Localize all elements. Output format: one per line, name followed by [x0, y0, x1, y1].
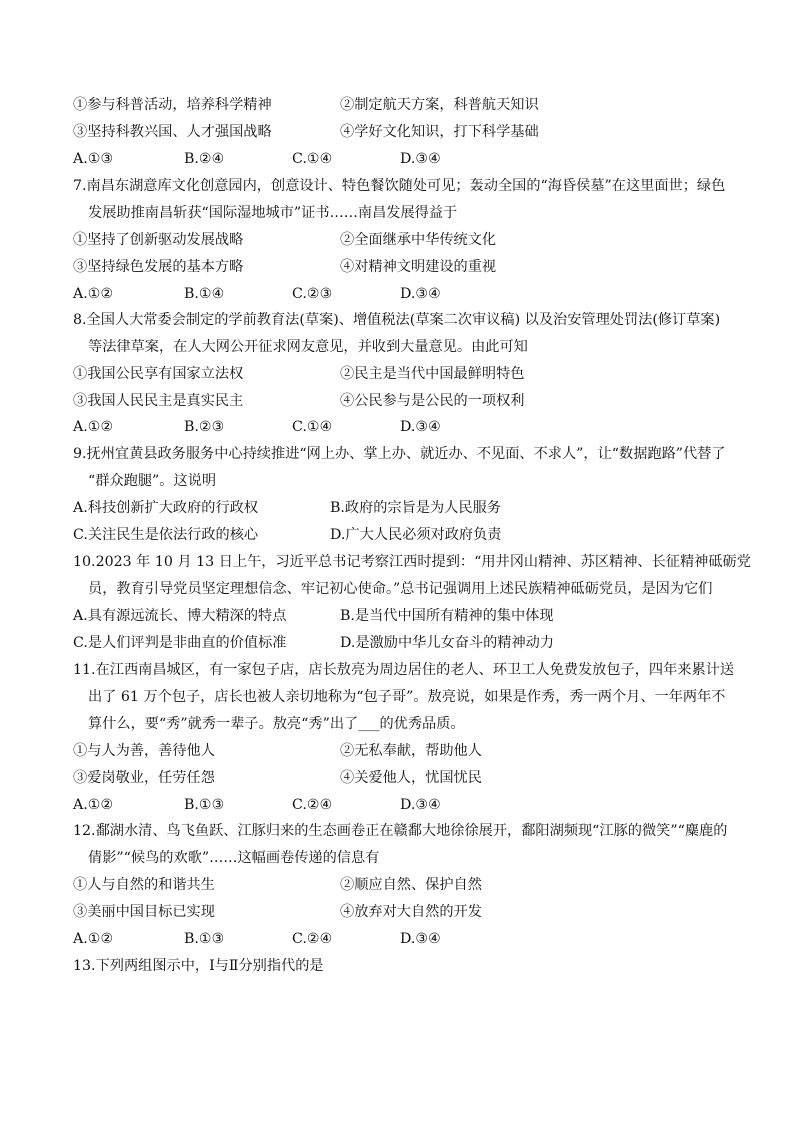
q6-option-3: ③坚持科教兴国、人才强国战略: [73, 124, 272, 140]
q12-answer-c: C.②④: [292, 931, 333, 947]
q11-option-1: ①与人为善，善待他人: [73, 743, 215, 759]
q7-answer-b: B.①④: [184, 286, 225, 302]
q11-stem-line2: 出了 61 万个包子，店长也被人亲切地称为“包子哥”。敖亮说，如果是作秀，秀一两个月、一年两年不: [88, 689, 726, 705]
q10-stem-line1: 10.2023 年 10 月 13 日上午，习近平总书记考察江西时提到：“用井冈山精神、苏区精神、长征精神砥砺党: [73, 554, 751, 570]
q8-answer-c: C.①④: [292, 419, 333, 435]
q8-answer-a: A.①②: [73, 419, 114, 435]
q10-stem-line2: 员，教育引导党员坚定理想信念、牢记初心使命。”总书记强调用上述民族精神砥砺党员，是因为它们: [88, 581, 713, 597]
q12-option-3: ③美丽中国目标已实现: [73, 904, 215, 920]
q6-answer-c: C.①④: [292, 151, 333, 167]
q10-answer-a: A.具有源远流长、博大精深的特点: [73, 608, 287, 624]
q11-option-2: ②无私奉献，帮助他人: [340, 743, 482, 759]
q7-answer-c: C.②③: [292, 286, 333, 302]
q11-option-4: ④关爱他人，忧国忧民: [340, 770, 482, 786]
q11-stem-line1: 11.在江西南昌城区，有一家包子店，店长敖亮为周边居住的老人、环卫工人免费发放包子，四年来累计送: [73, 662, 735, 678]
q9-answer-d: D.广大人民必须对政府负责: [330, 527, 502, 543]
q6-answer-d: D.③④: [400, 151, 441, 167]
q8-option-1: ①我国公民享有国家立法权: [73, 366, 244, 382]
q7-option-4: ④对精神文明建设的重视: [340, 259, 497, 275]
q10-answer-d: D.是激励中华儿女奋斗的精神动力: [340, 635, 555, 651]
q7-stem-line1: 7.南昌东湖意库文化创意园内，创意设计、特色餐饮随处可见；轰动全国的“海昏侯墓”在这里面世；绿色: [73, 178, 726, 194]
q11-answer-a: A.①②: [73, 797, 114, 813]
q7-option-2: ②全面继承中华传统文化: [340, 232, 497, 248]
q8-stem-line2: 等法律草案，在人大网公开征求网友意见，并收到大量意见。由此可知: [88, 339, 528, 355]
q9-answer-c: C.关注民生是依法行政的核心: [73, 527, 259, 543]
q6-answer-b: B.②④: [184, 151, 225, 167]
q8-option-4: ④公民参与是公民的一项权利: [340, 393, 525, 409]
q7-answer-d: D.③④: [400, 286, 441, 302]
q11-answer-c: C.②④: [292, 797, 333, 813]
q6-option-4: ④学好文化知识，打下科学基础: [340, 124, 539, 140]
q8-answer-d: D.③④: [400, 419, 441, 435]
q8-answer-b: B.②③: [184, 419, 225, 435]
q11-stem-line3: 算什么，要“秀”就秀一辈子。敖亮“秀”出了___的优秀品质。: [88, 716, 465, 732]
q11-answer-b: B.①③: [184, 797, 225, 813]
q9-stem-line1: 9.抚州宜黄县政务服务中心持续推进“网上办、掌上办、就近办、不见面、不求人”，让“数据跑路”代替了: [73, 446, 726, 462]
q9-answer-b: B.政府的宗旨是为人民服务: [330, 500, 501, 516]
q10-answer-b: B.是当代中国所有精神的集中体现: [340, 608, 554, 624]
q12-option-4: ④放弃对大自然的开发: [340, 904, 482, 920]
q12-answer-d: D.③④: [400, 931, 441, 947]
q12-option-2: ②顺应自然、保护自然: [340, 877, 482, 893]
q12-stem-line2: 倩影”“候鸟的欢歌”……这幅画卷传递的信息有: [88, 850, 380, 866]
q6-option-1: ①参与科普活动，培养科学精神: [73, 97, 272, 113]
q11-answer-d: D.③④: [400, 797, 441, 813]
q12-stem-line1: 12.鄱湖水清、鸟飞鱼跃、江豚归来的生态画卷正在赣鄱大地徐徐展开，鄱阳湖频现“江豚的微笑”“麋鹿的: [73, 823, 728, 839]
q12-option-1: ①人与自然的和谐共生: [73, 877, 215, 893]
q6-option-2: ②制定航天方案，科普航天知识: [340, 97, 539, 113]
q11-option-3: ③爱岗敬业，任劳任怨: [73, 770, 215, 786]
q6-answer-a: A.①③: [73, 151, 114, 167]
q13-stem-line1: 13.下列两组图示中，Ⅰ与Ⅱ分别指代的是: [73, 958, 324, 974]
q7-option-3: ③坚持绿色发展的基本方略: [73, 259, 244, 275]
q9-answer-a: A.科技创新扩大政府的行政权: [73, 500, 259, 516]
q7-stem-line2: 发展助推南昌斩获“国际湿地城市”证书……南昌发展得益于: [88, 205, 458, 221]
q7-option-1: ①坚持了创新驱动发展战略: [73, 232, 244, 248]
q9-stem-line2: “群众跑腿”。这说明: [88, 473, 217, 489]
q12-answer-a: A.①②: [73, 931, 114, 947]
q12-answer-b: B.①③: [184, 931, 225, 947]
q8-option-3: ③我国人民民主是真实民主: [73, 393, 244, 409]
q8-stem-line1: 8.全国人大常委会制定的学前教育法(草案)、增值税法(草案二次审议稿) 以及治安管理处罚法(修订草案): [73, 312, 721, 328]
q10-answer-c: C.是人们评判是非曲直的价值标准: [73, 635, 287, 651]
q8-option-2: ②民主是当代中国最鲜明特色: [340, 366, 525, 382]
q7-answer-a: A.①②: [73, 286, 114, 302]
